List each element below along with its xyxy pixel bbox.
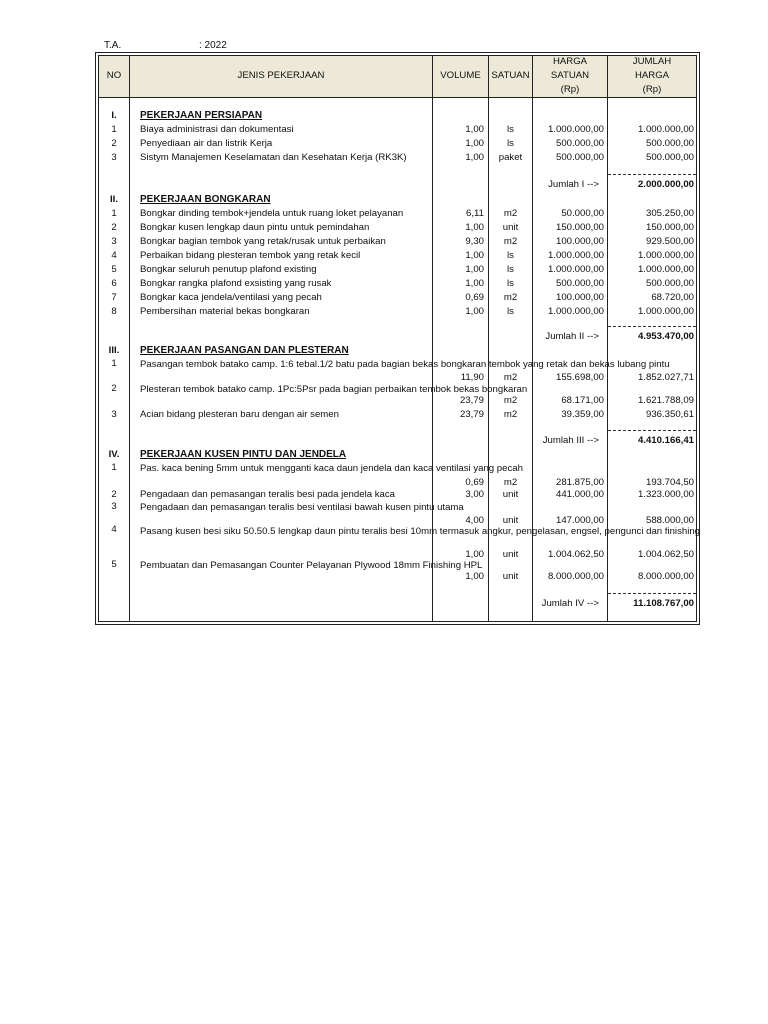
item-no: 8 <box>111 306 117 317</box>
item-volume: 0,69 <box>465 292 484 303</box>
item-volume: 1,00 <box>465 549 484 560</box>
item-no: 1 <box>111 462 117 473</box>
item-jenis: Bongkar rangka plafond exsisting yang rusak <box>140 278 332 289</box>
header-satuan: SATUAN <box>491 70 530 81</box>
item-volume: 1,00 <box>465 264 484 275</box>
header-no: NO <box>106 70 122 81</box>
item-harga-satuan: 100.000,00 <box>555 292 604 303</box>
item-jumlah-harga: 1.000.000,00 <box>637 250 694 261</box>
item-jumlah-harga: 193.704,50 <box>645 477 694 488</box>
section-no: III. <box>108 345 120 356</box>
item-satuan: ls <box>507 250 514 261</box>
item-satuan: unit <box>502 515 519 526</box>
subtotal-row <box>99 434 696 448</box>
item-jumlah-harga: 500.000,00 <box>645 152 694 163</box>
item-harga-satuan: 500.000,00 <box>555 278 604 289</box>
item-harga-satuan: 68.171,00 <box>561 395 604 406</box>
table-row <box>99 123 696 137</box>
item-no: 4 <box>111 524 117 535</box>
table-row <box>99 235 696 249</box>
section-title: PEKERJAAN PASANGAN DAN PLESTERAN <box>140 345 349 356</box>
item-jenis: Pasangan tembok batako camp. 1:6 tebal.1/2 batu pada bagian bekas bongkaran tembok yang retak dan bekas lubang pintu <box>140 359 670 370</box>
item-no: 1 <box>111 124 117 135</box>
item-jumlah-harga: 150.000,00 <box>645 222 694 233</box>
section-no: I. <box>111 110 117 121</box>
item-no: 3 <box>111 409 117 420</box>
item-satuan: m2 <box>503 409 518 420</box>
item-satuan: m2 <box>503 236 518 247</box>
item-volume: 23,79 <box>459 409 484 420</box>
section-title: PEKERJAAN BONGKARAN <box>140 194 271 205</box>
item-no: 1 <box>111 208 117 219</box>
item-volume: 1,00 <box>465 138 484 149</box>
item-jenis: Plesteran tembok batako camp. 1Pc:5Psr pada bagian perbaikan tembok bekas bongkaran <box>140 384 528 395</box>
table-row <box>99 305 696 319</box>
item-volume: 1,00 <box>465 152 484 163</box>
header-harga-satuan-1: HARGA <box>552 56 588 67</box>
ta-label: T.A. <box>104 40 122 51</box>
item-jenis: Pengadaan dan pemasangan teralis besi pada jendela kaca <box>140 489 395 500</box>
section-row <box>99 448 696 462</box>
item-no: 3 <box>111 501 117 512</box>
table-row <box>99 137 696 151</box>
table-row <box>99 558 696 586</box>
header-jumlah-harga-3: (Rp) <box>642 84 662 95</box>
section-title: PEKERJAAN PERSIAPAN <box>140 110 263 121</box>
item-jumlah-harga: 1.852.027,71 <box>637 372 694 383</box>
section-title: PEKERJAAN KUSEN PINTU DAN JENDELA <box>140 449 347 460</box>
item-satuan: m2 <box>503 372 518 383</box>
item-harga-satuan: 8.000.000,00 <box>547 571 604 582</box>
item-jenis: Penyediaan air dan listrik Kerja <box>140 138 273 149</box>
section-row <box>99 193 696 207</box>
item-volume: 9,30 <box>465 236 484 247</box>
subtotal-value: 2.000.000,00 <box>637 179 694 190</box>
item-satuan: m2 <box>503 395 518 406</box>
subtotal-divider <box>608 430 696 431</box>
item-jenis: Bongkar kaca jendela/ventilasi yang pecah <box>140 292 322 303</box>
item-harga-satuan: 39.359,00 <box>561 409 604 420</box>
item-volume: 0,69 <box>465 477 484 488</box>
table-row <box>99 249 696 263</box>
item-harga-satuan: 441.000,00 <box>555 489 604 500</box>
item-no: 1 <box>111 358 117 369</box>
table-row <box>99 461 696 489</box>
subtotal-row <box>99 597 696 611</box>
table-row <box>99 263 696 277</box>
item-satuan: ls <box>507 124 514 135</box>
item-volume: 23,79 <box>459 395 484 406</box>
item-jumlah-harga: 588.000,00 <box>645 515 694 526</box>
item-harga-satuan: 281.875,00 <box>555 477 604 488</box>
subtotal-value: 4.410.166,41 <box>637 435 694 446</box>
subtotal-value: 11.108.767,00 <box>633 598 694 609</box>
table-row <box>99 207 696 221</box>
section-no: II. <box>110 194 118 205</box>
item-harga-satuan: 1.000.000,00 <box>547 306 604 317</box>
item-harga-satuan: 155.698,00 <box>555 372 604 383</box>
subtotal-divider <box>608 593 696 594</box>
item-jumlah-harga: 1.621.788,09 <box>637 395 694 406</box>
subtotal-label: Jumlah III --> <box>542 435 599 446</box>
subtotal-row <box>99 178 696 192</box>
item-satuan: ls <box>507 264 514 275</box>
table-row <box>99 151 696 165</box>
item-satuan: unit <box>502 549 519 560</box>
section-no: IV. <box>108 449 120 460</box>
item-jumlah-harga: 1.004.062,50 <box>637 549 694 560</box>
item-jenis: Pembersihan material bekas bongkaran <box>140 306 310 317</box>
item-volume: 1,00 <box>465 250 484 261</box>
item-volume: 1,00 <box>465 306 484 317</box>
item-jumlah-harga: 929.500,00 <box>645 236 694 247</box>
subtotal-value: 4.953.470,00 <box>637 331 694 342</box>
header-jenis: JENIS PEKERJAAN <box>237 70 325 81</box>
item-jenis: Bongkar kusen lengkap daun pintu untuk pemindahan <box>140 222 370 233</box>
item-volume: 1,00 <box>465 124 484 135</box>
table-row <box>99 523 701 563</box>
item-no: 2 <box>111 383 117 394</box>
item-satuan: ls <box>507 306 514 317</box>
item-no: 2 <box>111 138 117 149</box>
item-no: 5 <box>111 264 117 275</box>
item-no: 2 <box>111 489 117 500</box>
item-jenis: Sistym Manajemen Keselamatan dan Kesehatan Kerja (RK3K) <box>140 152 407 163</box>
item-satuan: ls <box>507 278 514 289</box>
item-no: 2 <box>111 222 117 233</box>
item-harga-satuan: 1.000.000,00 <box>547 124 604 135</box>
item-satuan: unit <box>502 222 519 233</box>
item-satuan: m2 <box>503 292 518 303</box>
item-jumlah-harga: 500.000,00 <box>645 278 694 289</box>
cost-table-inner <box>98 55 701 622</box>
item-harga-satuan: 500.000,00 <box>555 138 604 149</box>
subtotal-label: Jumlah II --> <box>545 331 599 342</box>
item-jumlah-harga: 8.000.000,00 <box>637 571 694 582</box>
subtotal-divider <box>608 174 696 175</box>
item-jumlah-harga: 1.323.000,00 <box>637 489 694 500</box>
item-satuan: unit <box>502 571 519 582</box>
item-volume: 4,00 <box>465 515 484 526</box>
item-harga-satuan: 100.000,00 <box>555 236 604 247</box>
item-no: 3 <box>111 152 117 163</box>
table-row <box>99 291 696 305</box>
item-no: 5 <box>111 559 117 570</box>
item-harga-satuan: 1.000.000,00 <box>547 264 604 275</box>
item-jenis: Perbaikan bidang plesteran tembok yang retak kecil <box>140 250 361 261</box>
item-volume: 3,00 <box>465 489 484 500</box>
item-volume: 1,00 <box>465 571 484 582</box>
item-jenis: Pasang kusen besi siku 50.50.5 lengkap daun pintu teralis besi 10mm termasuk angkur, pengelasan, engsel, pengunci dan finishing <box>140 526 701 537</box>
item-satuan: paket <box>498 152 523 163</box>
item-harga-satuan: 50.000,00 <box>561 208 604 219</box>
item-jenis: Pas. kaca bening 5mm untuk mengganti kaca daun jendela dan kaca ventilasi yang pecah <box>140 463 523 474</box>
item-volume: 1,00 <box>465 278 484 289</box>
item-jumlah-harga: 68.720,00 <box>651 292 694 303</box>
table-row <box>99 408 696 422</box>
table-row <box>99 357 696 385</box>
item-jenis: Bongkar dinding tembok+jendela untuk ruang loket pelayanan <box>140 208 404 219</box>
section-row <box>99 109 696 123</box>
item-jenis: Pembuatan dan Pemasangan Counter Pelayanan Plywood 18mm Finishing HPL <box>140 560 483 571</box>
table-row <box>99 221 696 235</box>
header-volume: VOLUME <box>440 70 481 81</box>
cost-table <box>95 52 700 625</box>
header-jumlah-harga-1: JUMLAH <box>632 56 672 67</box>
table-row <box>99 277 696 291</box>
item-jumlah-harga: 936.350,61 <box>645 409 694 420</box>
table-row <box>99 382 696 410</box>
item-jumlah-harga: 1.000.000,00 <box>637 124 694 135</box>
header-harga-satuan-3: (Rp) <box>560 84 580 95</box>
subtotal-divider <box>608 326 696 327</box>
subtotal-label: Jumlah I --> <box>548 179 599 190</box>
item-jumlah-harga: 500.000,00 <box>645 138 694 149</box>
subtotal-label: Jumlah IV --> <box>541 598 599 609</box>
item-no: 6 <box>111 278 117 289</box>
item-jumlah-harga: 1.000.000,00 <box>637 264 694 275</box>
item-no: 7 <box>111 292 117 303</box>
item-jenis: Bongkar seluruh penutup plafond existing <box>140 264 317 275</box>
item-satuan: ls <box>507 138 514 149</box>
item-jenis: Pengadaan dan pemasangan teralis besi ventilasi bawah kusen pintu utama <box>140 502 464 513</box>
subtotal-row <box>99 330 696 344</box>
item-no: 4 <box>111 250 117 261</box>
item-jenis: Biaya administrasi dan dokumentasi <box>140 124 294 135</box>
item-jenis: Bongkar bagian tembok yang retak/rusak untuk perbaikan <box>140 236 386 247</box>
header-jumlah-harga-2: HARGA <box>634 70 670 81</box>
section-row <box>99 344 696 358</box>
item-harga-satuan: 1.000.000,00 <box>547 250 604 261</box>
item-harga-satuan: 500.000,00 <box>555 152 604 163</box>
item-jenis: Acian bidang plesteran baru dengan air semen <box>140 409 339 420</box>
item-harga-satuan: 147.000,00 <box>555 515 604 526</box>
item-harga-satuan: 1.004.062,50 <box>547 549 604 560</box>
item-satuan: unit <box>502 489 519 500</box>
item-no: 3 <box>111 236 117 247</box>
item-harga-satuan: 150.000,00 <box>555 222 604 233</box>
item-volume: 11,90 <box>460 372 484 383</box>
item-jumlah-harga: 305.250,00 <box>645 208 694 219</box>
item-jumlah-harga: 1.000.000,00 <box>637 306 694 317</box>
item-satuan: m2 <box>503 208 518 219</box>
item-volume: 6,11 <box>466 208 484 219</box>
header-harga-satuan-2: SATUAN <box>550 70 590 81</box>
item-satuan: m2 <box>503 477 518 488</box>
item-volume: 1,00 <box>465 222 484 233</box>
ta-value: : 2022 <box>199 40 227 51</box>
